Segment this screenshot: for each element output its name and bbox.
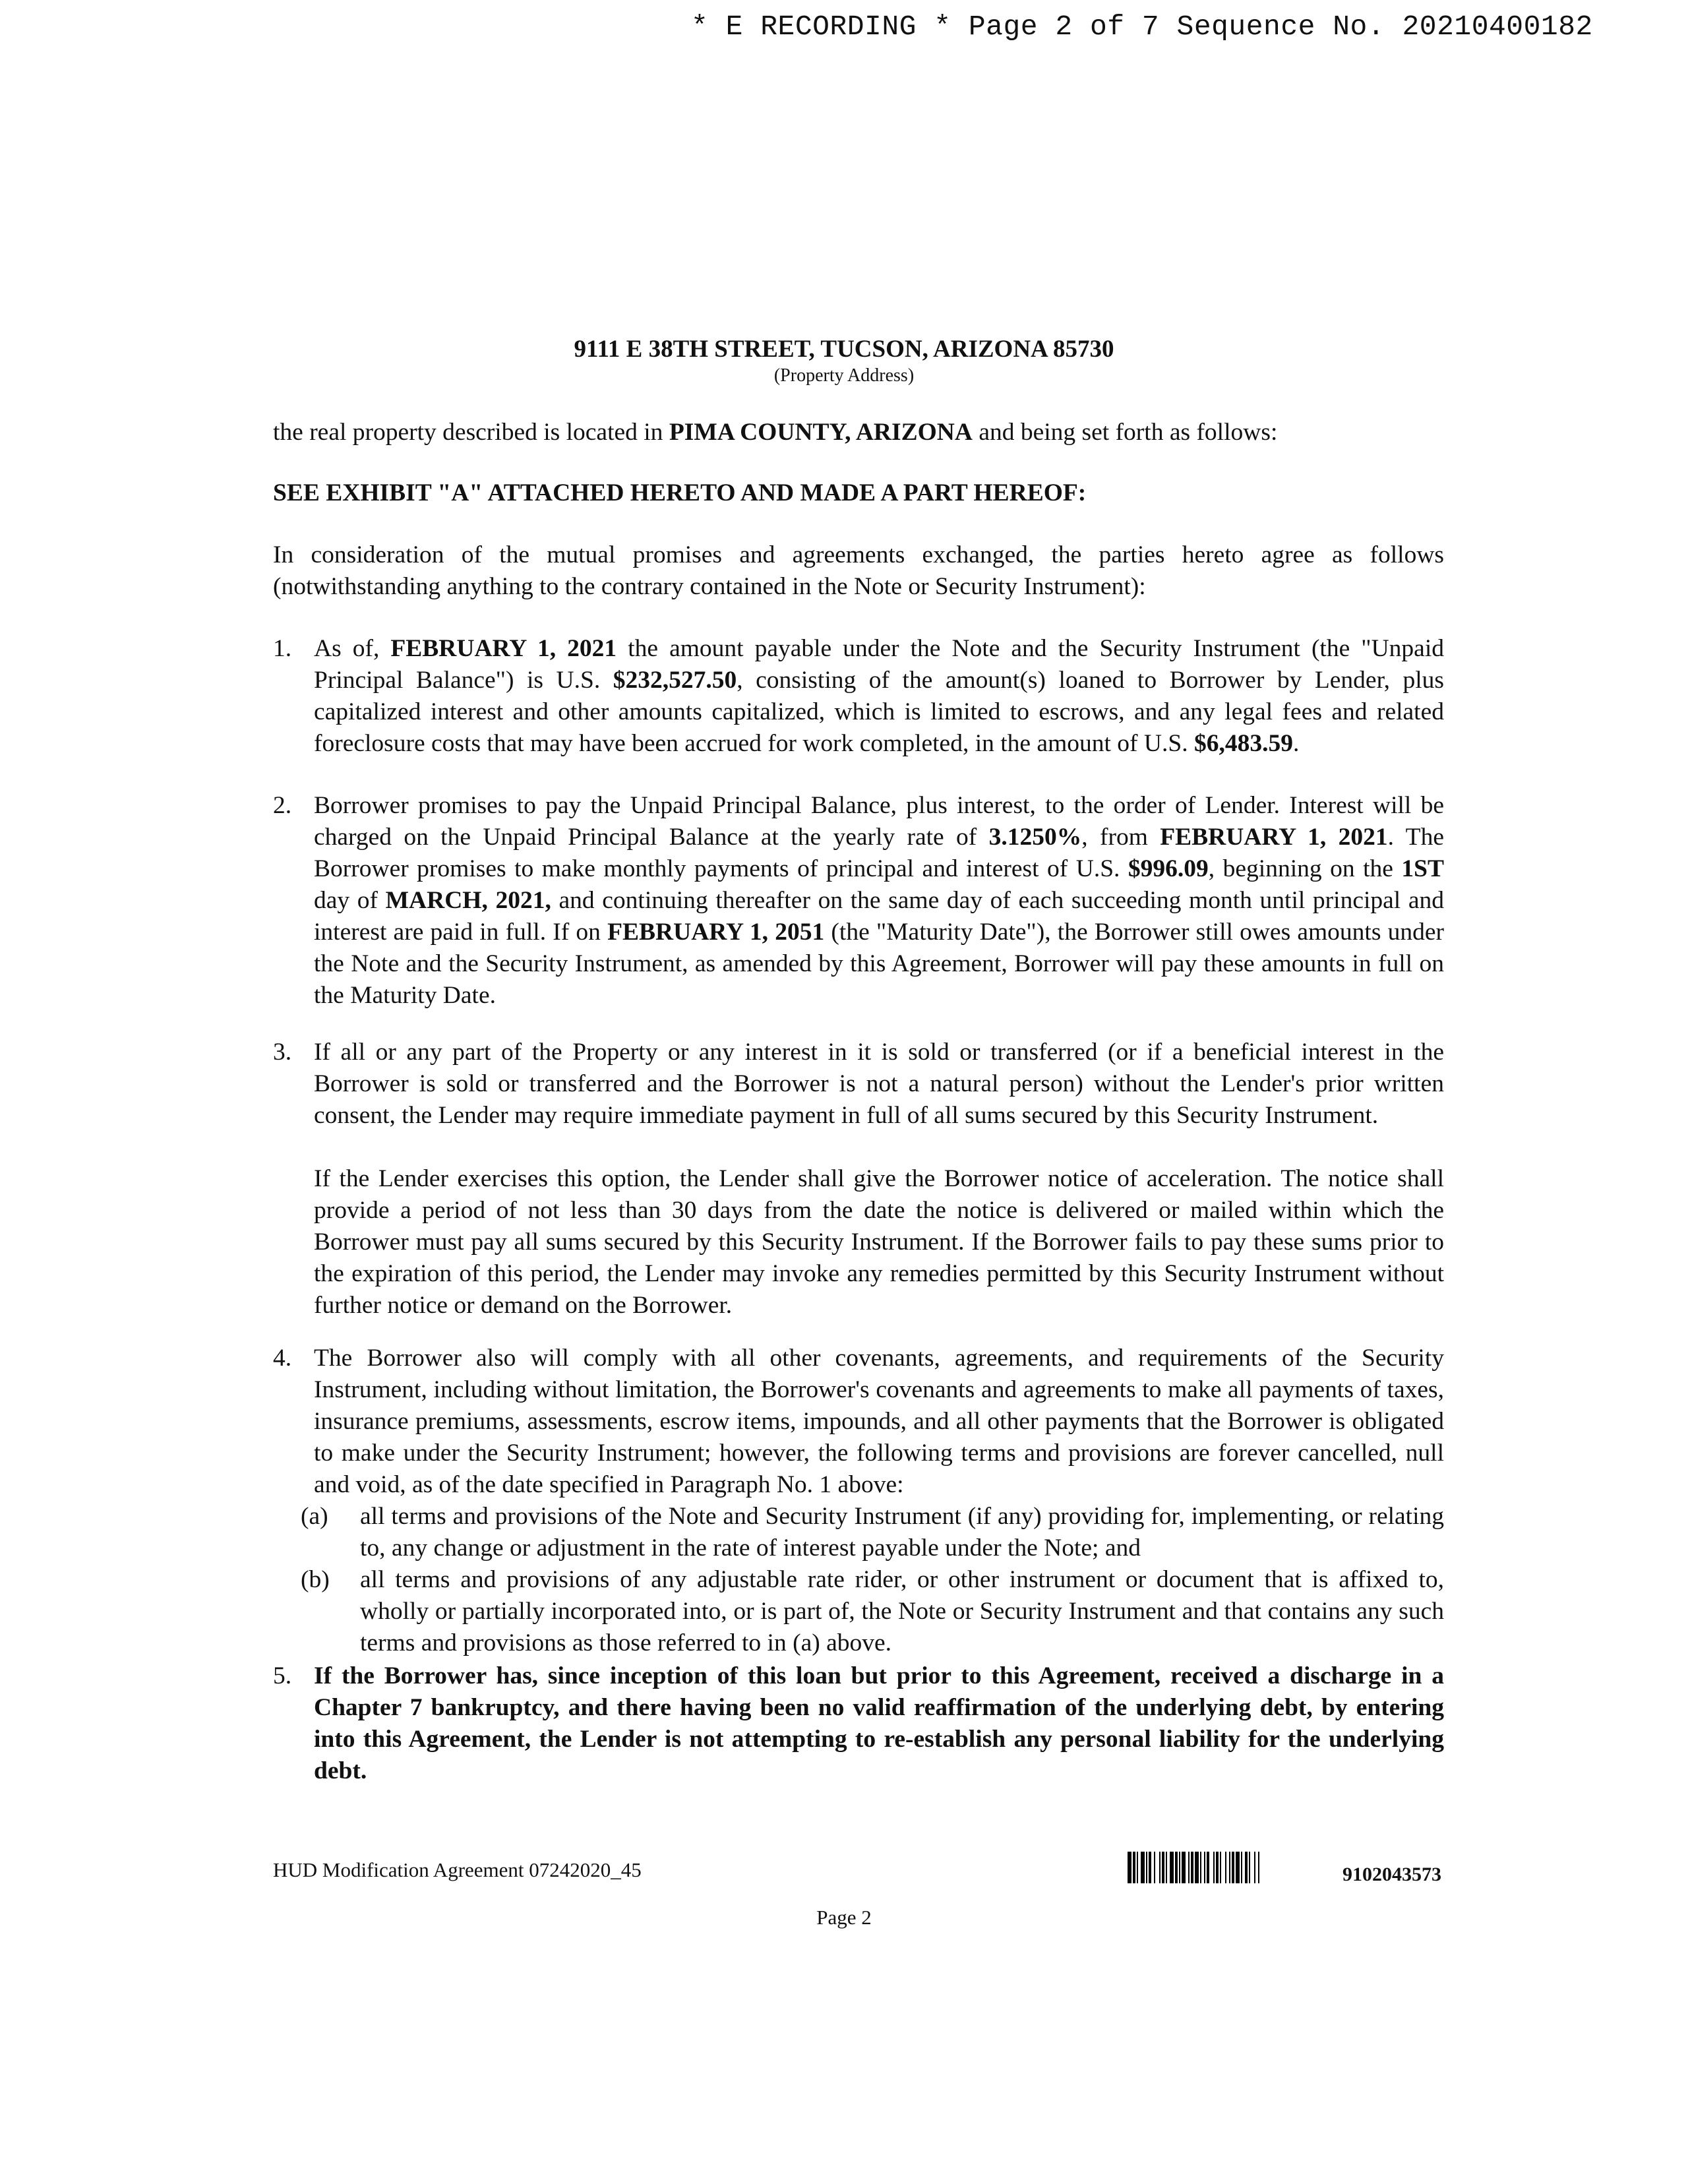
document-barcode <box>1128 1852 1444 1886</box>
payment-day: 1ST <box>1401 855 1444 882</box>
paragraph-number: 3. <box>273 1039 292 1066</box>
text-run: (the "Maturity Date"), the Borrower still owes amounts under the Note and the Security Instrument, as amended by this Agreement, Borrower will pay these amounts in full on the Maturity Date. <box>314 919 1444 1009</box>
exhibit-reference: SEE EXHIBIT "A" ATTACHED HERETO AND MADE A PART HEREOF: <box>273 479 1087 506</box>
recording-stamp: * E RECORDING * Page 2 of 7 Sequence No. 20210400182 <box>691 11 1593 43</box>
text-run: As of, <box>314 635 391 662</box>
maturity-date: FEBRUARY 1, 2051 <box>607 919 825 946</box>
subitem-label: (b) <box>301 1566 330 1593</box>
intro-post: and being set forth as follows: <box>972 419 1278 446</box>
text-run: . <box>1292 730 1300 757</box>
paragraph-number: 1. <box>273 635 292 662</box>
form-identifier: HUD Modification Agreement 07242020_45 <box>273 1858 642 1881</box>
consideration-paragraph: In consideration of the mutual promises and agreements exchanged, the parties hereto agree as follows (notwithstanding anything to the contrary contained in the Note or Security Instrument): <box>273 541 1444 600</box>
subitem-text: all terms and provisions of any adjustable rate rider, or other instrument or document that is affixed to, wholly or partially incorporated into, or is part of, the Note or Security Instrument and that contains any such terms and provisions as those referred to in (a) above. <box>360 1566 1444 1656</box>
text-run: , consisting of the amount(s) loaned to Borrower by Lender, plus capitalized interest and other amounts capitalized, which is limited to escrows, and any legal fees and related foreclosure costs that may have been accrued for work completed, in the amount of U.S. <box>314 667 1444 757</box>
paragraph-number: 2. <box>273 792 292 819</box>
interest-start-date: FEBRUARY 1, 2021 <box>1160 824 1388 851</box>
capitalized-amount: $6,483.59 <box>1193 730 1293 757</box>
paragraph-number: 4. <box>273 1345 292 1372</box>
county-name: PIMA COUNTY, ARIZONA <box>669 419 973 446</box>
property-address: 9111 E 38TH STREET, TUCSON, ARIZONA 85730 <box>574 336 1114 363</box>
barcode-number: 9102043573 <box>1342 1864 1441 1885</box>
effective-date: FEBRUARY 1, 2021 <box>390 635 617 662</box>
interest-rate: 3.1250% <box>988 824 1082 851</box>
text-run: day of <box>314 887 386 914</box>
intro-pre: the real property described is located in <box>273 419 669 446</box>
subitem-b <box>301 1564 1444 1659</box>
property-location-line <box>273 417 1444 448</box>
monthly-payment: $996.09 <box>1128 855 1209 882</box>
covenants-clause: The Borrower also will comply with all other covenants, agreements, and requirements of the Security Instrument, including without limitation, the Borrower's covenants and agreements to make all payments of taxes, insurance premiums, assessments, escrow items, impounds, and all other payments that the Borrower is obligated to make under the Security Instrument; however, the following terms and provisions are forever cancelled, null and void, as of the date specified in Paragraph No. 1 above: <box>314 1345 1444 1498</box>
first-payment-month: MARCH, 2021, <box>385 887 551 914</box>
text-run: , beginning on the <box>1208 855 1402 882</box>
paragraph-4 <box>273 1343 1444 1659</box>
text-run: , from <box>1081 824 1160 851</box>
paragraph-2 <box>273 790 1444 1012</box>
paragraph-number: 5. <box>273 1662 292 1689</box>
subitem-label: (a) <box>301 1503 328 1530</box>
paragraph-5 <box>273 1660 1444 1787</box>
unpaid-principal-balance: $232,527.50 <box>613 667 737 694</box>
acceleration-clause: If the Lender exercises this option, the Lender shall give the Borrower notice of acceleration. The notice shall provide a period of not less than 30 days from the date the notice is delivered or mailed within which the Borrower must pay all sums secured by this Security Instrument. If the Borrower fails to pay these sums prior to the expiration of this period, the Lender may invoke any remedies permitted by this Security Instrument without further notice or demand on the Borrower. <box>314 1165 1444 1319</box>
paragraph-3 <box>273 1037 1444 1321</box>
page-number: Page 2 <box>816 1906 872 1929</box>
subitem-text: all terms and provisions of the Note and Security Instrument (if any) providing for, implementing, or relating to, any change or adjustment in the rate of interest payable under the Note; and <box>360 1503 1444 1562</box>
barcode-image <box>1128 1852 1340 1883</box>
text-run: Borrower promises to pay the Unpaid Principal Balance, plus interest, to the order of Lender. Interest will be charged on the Unpaid Principal Balance at the yearly rate of <box>314 792 1444 851</box>
text-run: the amount payable under the Note and the Security Instrument (the "Unpaid Principal Balance") is U.S. <box>314 635 1444 694</box>
transfer-clause: If all or any part of the Property or any interest in it is sold or transferred (or if a beneficial interest in the Borrower is sold or transferred and the Borrower is not a natural person) without the Lender's prior written consent, the Lender may require immediate payment in full of all sums secured by this Security Instrument. <box>314 1039 1444 1129</box>
subitem-a <box>301 1501 1444 1564</box>
text-run: and continuing thereafter on the same day of each succeeding month until principal and interest are paid in full. If on <box>314 887 1444 946</box>
paragraph-1 <box>273 633 1444 760</box>
property-address-caption: (Property Address) <box>773 365 915 386</box>
text-run: . The Borrower promises to make monthly payments of principal and interest of U.S. <box>314 824 1444 882</box>
bankruptcy-clause: If the Borrower has, since inception of this loan but prior to this Agreement, received a discharge in a Chapter 7 bankruptcy, and there having been no valid reaffirmation of the underlying debt, by entering into this Agreement, the Lender is not attempting to re-establish any personal liability for the underlying debt. <box>314 1662 1444 1784</box>
